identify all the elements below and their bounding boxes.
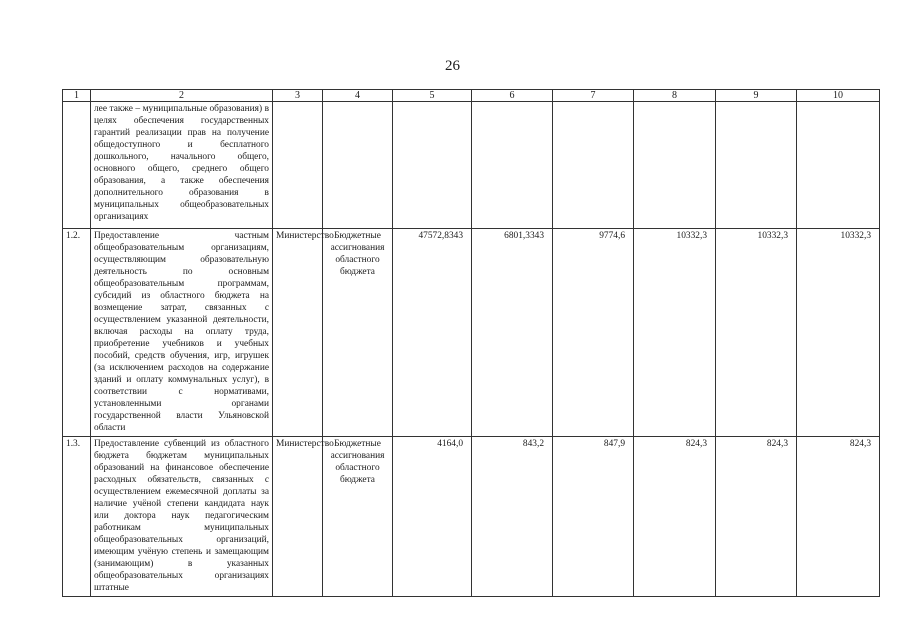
column-header: 6 xyxy=(472,90,553,102)
column-header: 5 xyxy=(393,90,472,102)
row-value: 47572,8343 xyxy=(393,229,472,437)
row-description: Предоставление субвенций из областного бюджета бюджетам муниципальных образований на финансовое обеспечение расходных обязательств, связанных с осуществлением ежемесячной доплаты за наличие учёной степени кандидата наук или доктора наук педагогическим работникам муниципальных общеобразовательных организаций, имеющим учёную степень и замещающим (занимающим) в указанных общеобразовательных организациях штатные xyxy=(91,437,273,597)
column-header: 9 xyxy=(716,90,797,102)
row-value xyxy=(472,102,553,229)
row-number: 1.3. xyxy=(63,437,91,597)
row-value: 843,2 xyxy=(472,437,553,597)
row-value: 824,3 xyxy=(634,437,716,597)
row-value: 847,9 xyxy=(553,437,634,597)
row-funding-source xyxy=(323,102,393,229)
row-value: 824,3 xyxy=(716,437,797,597)
column-header: 4 xyxy=(323,90,393,102)
column-header: 10 xyxy=(797,90,880,102)
row-value xyxy=(634,102,716,229)
row-value xyxy=(393,102,472,229)
row-executor: Министерство xyxy=(273,229,323,437)
row-value: 6801,3343 xyxy=(472,229,553,437)
row-value: 4164,0 xyxy=(393,437,472,597)
row-executor xyxy=(273,102,323,229)
row-value: 10332,3 xyxy=(797,229,880,437)
column-header: 8 xyxy=(634,90,716,102)
row-description: Предоставление частным общеобразовательным организациям, осуществляющим образовательную деятельность по основным общеобразовательным программам, субсидий из областного бюджета на возмещение затрат, связанных с осуществлением указанной деятельности, включая расходы на оплату труда, приобретение учебников и учебных пособий, средств обучения, игр, игрушек (за исключением расходов на содержание зданий и оплату коммунальных услуг), в соответствии с нормативами, установленными органами государственной власти Ульяновской области xyxy=(91,229,273,437)
table-header-row xyxy=(63,90,880,102)
page-number: 26 xyxy=(445,58,460,74)
row-funding-source: Бюджетные ассигнования областного бюджета xyxy=(323,229,393,437)
budget-table xyxy=(62,89,880,597)
row-funding-source: Бюджетные ассигнования областного бюджета xyxy=(323,437,393,597)
row-number xyxy=(63,102,91,229)
table-row xyxy=(63,102,880,229)
table-row xyxy=(63,229,880,437)
row-value: 10332,3 xyxy=(716,229,797,437)
row-value xyxy=(716,102,797,229)
row-value: 10332,3 xyxy=(634,229,716,437)
row-value xyxy=(797,102,880,229)
row-number: 1.2. xyxy=(63,229,91,437)
row-description: лее также – муниципальные образования) в целях обеспечения государственных гарантий реализации прав на получение общедоступного и бесплатного дошкольного, начального общего, основного общего, среднего общего образования, а также обеспечения дополнительного образования в муниципальных общеобразовательных организациях xyxy=(91,102,273,229)
column-header: 7 xyxy=(553,90,634,102)
table-row xyxy=(63,437,880,597)
column-header: 2 xyxy=(91,90,273,102)
column-header: 1 xyxy=(63,90,91,102)
column-header: 3 xyxy=(273,90,323,102)
row-executor: Министерство xyxy=(273,437,323,597)
row-value xyxy=(553,102,634,229)
row-value: 9774,6 xyxy=(553,229,634,437)
row-value: 824,3 xyxy=(797,437,880,597)
